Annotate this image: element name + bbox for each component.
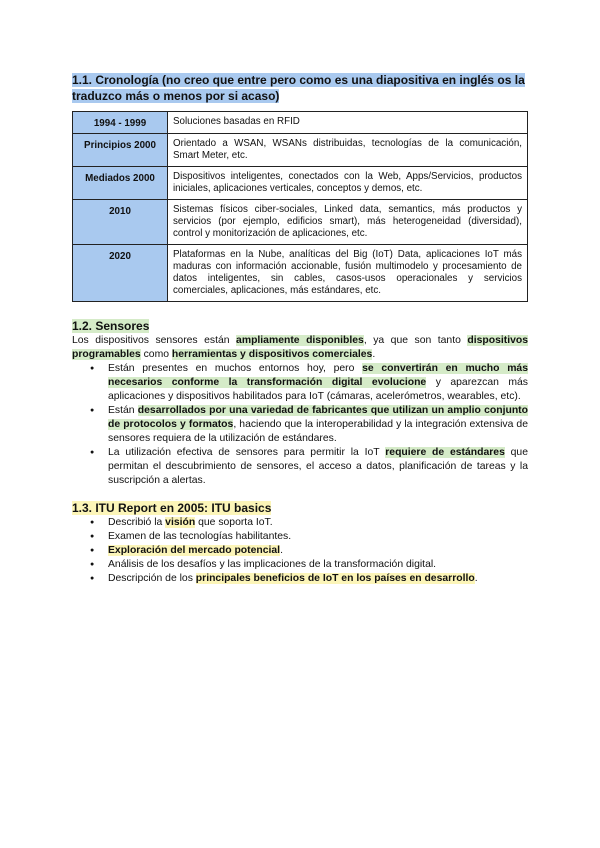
list-item: ● Análisis de los desafíos y las implicaciones de la transformación digital. <box>108 558 528 572</box>
period-cell: 2010 <box>73 200 168 245</box>
list-item: ● Están presentes en muchos entornos hoy, pero se convertirán en mucho más necesarios conforme la transformación digital evolucione y aparezcan más aplicaciones y dispositivos habilitados para IoT (cámaras, acelerómetros, wearables, etc). <box>108 362 528 404</box>
table-row <box>73 134 528 167</box>
list-item: ● La utilización efectiva de sensores para permitir la IoT requiere de estándares que permitan el descubrimiento de sensores, el acceso a datos, planificación de tareas y la suscripción a alertas. <box>108 446 528 488</box>
section-3-heading: 1.3. ITU Report en 2005: ITU basics <box>72 501 272 515</box>
description-cell: Sistemas físicos ciber-sociales, Linked data, semantics, más productos y servicios (por ejemplo, edificios smart), más heterogeneidad (diversidad), control y monitorización de aplicaciones, etc. <box>168 200 528 245</box>
table-row <box>73 245 528 302</box>
period-cell: Principios 2000 <box>73 134 168 167</box>
description-cell: Soluciones basadas en RFID <box>168 112 528 134</box>
document-page <box>72 72 528 586</box>
list-item: ● Están desarrollados por una variedad de fabricantes que utilizan un amplio conjunto de protocolos y formatos, haciendo que la interoperabilidad y la integración extensiva de sensores requiera de la utilización de estándares. <box>108 404 528 446</box>
table-row <box>73 167 528 200</box>
period-cell: 1994 - 1999 <box>73 112 168 134</box>
section-1-heading: 1.1. Cronología (no creo que entre pero como es una diapositiva en inglés os la traduzco más o menos por si acaso) <box>72 73 525 103</box>
chronology-table <box>72 111 528 302</box>
description-cell: Orientado a WSAN, WSANs distribuidas, tecnologías de la comunicación, Smart Meter, etc. <box>168 134 528 167</box>
sensors-intro-paragraph: Los dispositivos sensores están ampliamente disponibles, ya que son tanto dispositivos programables como herramientas y dispositivos comerciales. <box>72 335 529 360</box>
section-2-heading: 1.2. Sensores <box>72 319 150 333</box>
list-item: ● Examen de las tecnologías habilitantes. <box>108 530 528 544</box>
table-row <box>73 112 528 134</box>
list-item: ● Exploración del mercado potencial. <box>108 544 528 558</box>
period-cell: 2020 <box>73 245 168 302</box>
list-item: ● Describió la visión que soporta IoT. <box>108 516 528 530</box>
list-item: ● Descripción de los principales beneficios de IoT en los países en desarrollo. <box>108 572 528 586</box>
itu-bullet-list <box>72 516 528 586</box>
table-row <box>73 200 528 245</box>
description-cell: Plataformas en la Nube, analíticas del Big (IoT) Data, aplicaciones IoT más maduras con información accionable, fusión multimodelo y procesamiento de datos inteligentes, sin cables, casos-usos operacionales y servicios comerciales, aplicaciones, más estándares, etc. <box>168 245 528 302</box>
description-cell: Dispositivos inteligentes, conectados con la Web, Apps/Servicios, productos iniciales, aplicaciones verticales, conceptos y demos, etc. <box>168 167 528 200</box>
sensors-bullet-list <box>72 362 528 488</box>
period-cell: Mediados 2000 <box>73 167 168 200</box>
